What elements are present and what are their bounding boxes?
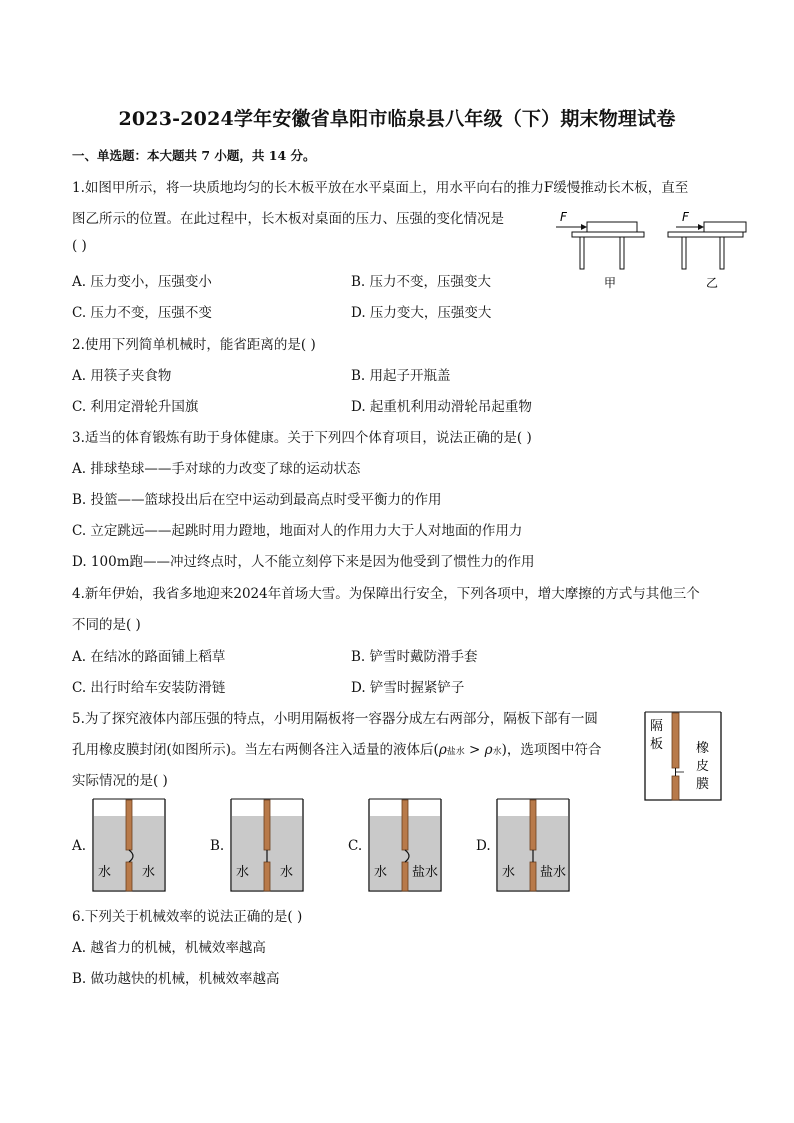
rho-symbol-2: ρ (484, 742, 493, 758)
q2-option-c[interactable]: C. 利用定滑轮升国旗 (72, 399, 199, 415)
subscript-salt-water: 盐水 (446, 747, 465, 757)
q5-option-c-label[interactable]: C. (348, 838, 363, 854)
q5-option-d-figure[interactable] (494, 796, 572, 894)
q1-figure-yi (668, 210, 746, 290)
q5-option-a-left-liquid: 水 (98, 865, 112, 880)
q2-stem: 2.使用下列简单机械时，能省距离的是( ) (72, 337, 316, 353)
q3-option-a[interactable]: A. 排球垫球——手对球的力改变了球的运动状态 (72, 461, 361, 477)
membrane-label-1: 橡 (696, 741, 710, 756)
q5-option-a-figure[interactable] (90, 796, 168, 894)
q2-option-b[interactable]: B. 用起子开瓶盖 (351, 368, 451, 384)
q4-option-a[interactable]: A. 在结冰的路面铺上稻草 (72, 649, 226, 665)
q5-option-a-label[interactable]: A. (72, 838, 87, 854)
page-title: 2023-2024学年安徽省阜阳市临泉县八年级（下）期末物理试卷 (118, 108, 676, 130)
greater-than-sign: > (464, 742, 485, 758)
q5-stem-line3: 实际情况的是( ) (72, 773, 168, 789)
q5-option-b-figure[interactable] (228, 796, 306, 894)
q5-stem-line1: 5.为了探究液体内部压强的特点，小明用隔板将一容器分成左右两部分，隔板下部有一圆 (72, 711, 598, 727)
q1-option-b[interactable]: B. 压力不变，压强变大 (351, 274, 492, 290)
q5-stem-line2 (72, 738, 601, 758)
q5-option-c-figure[interactable] (366, 796, 444, 894)
figure-label-yi: 乙 (706, 276, 719, 290)
q4-stem-line2: 不同的是( ) (72, 617, 141, 633)
q1-stem-line1: 1.如图甲所示，将一块质地均匀的长木板平放在水平桌面上，用水平向右的推力F缓慢推动长木板，直至 (72, 180, 689, 196)
q4-option-d[interactable]: D. 铲雪时握紧铲子 (351, 680, 465, 696)
membrane-label-3: 膜 (696, 777, 710, 792)
q5-stem-line2-part1: 孔用橡皮膜封闭(如图所示)。当左右两侧各注入适量的液体后( (72, 742, 439, 758)
q5-option-b-label[interactable]: B. (210, 838, 225, 854)
subscript-water: 水 (492, 747, 502, 757)
q3-stem: 3.适当的体育锻炼有助于身体健康。关于下列四个体育项目，说法正确的是( ) (72, 430, 532, 446)
q1-option-c[interactable]: C. 压力不变，压强不变 (72, 305, 212, 321)
q4-stem-line1: 4.新年伊始，我省多地迎来2024年首场大雪。为保障出行安全，下列各项中，增大摩擦的方式与其他三个 (72, 586, 700, 602)
q1-stem-line3: ( ) (72, 238, 87, 254)
rho-symbol: ρ (438, 742, 447, 758)
q3-option-c[interactable]: C. 立定跳远——起跳时用力蹬地，地面对人的作用力大于人对地面的作用力 (72, 523, 523, 539)
q5-option-c-right-liquid: 盐水 (412, 865, 439, 880)
q1-stem-line2: 图乙所示的位置。在此过程中，长木板对桌面的压力、压强的变化情况是 (72, 211, 504, 227)
q6-stem: 6.下列关于机械效率的说法正确的是( ) (72, 909, 303, 925)
q5-option-b-left-liquid: 水 (236, 865, 250, 880)
force-label-jia: F (560, 210, 567, 224)
partition-label-1: 隔 (650, 719, 664, 734)
q5-option-d-label[interactable]: D. (476, 838, 491, 854)
q3-option-b[interactable]: B. 投篮——篮球投出后在空中运动到最高点时受平衡力的作用 (72, 492, 442, 508)
q5-reference-figure (640, 708, 726, 804)
q3-option-d[interactable]: D. 100m跑——冲过终点时，人不能立刻停下来是因为他受到了惯性力的作用 (72, 554, 535, 570)
q4-option-c[interactable]: C. 出行时给车安装防滑链 (72, 680, 226, 696)
q1-option-a[interactable]: A. 压力变小，压强变小 (72, 274, 212, 290)
section-heading: 一、单选题：本大题共 7 小题，共 14 分。 (72, 148, 316, 163)
q5-option-a-right-liquid: 水 (142, 865, 156, 880)
q4-option-b[interactable]: B. 铲雪时戴防滑手套 (351, 649, 478, 665)
force-label-yi: F (682, 210, 689, 224)
q5-option-d-left-liquid: 水 (502, 865, 516, 880)
partition-label-2: 板 (650, 737, 664, 752)
q2-option-d[interactable]: D. 起重机利用动滑轮吊起重物 (351, 399, 532, 415)
q1-figure (548, 205, 758, 295)
q5-stem-line2-part2: )，选项图中符合 (501, 742, 602, 758)
q2-option-a[interactable]: A. 用筷子夹食物 (72, 368, 172, 384)
q6-option-b[interactable]: B. 做功越快的机械，机械效率越高 (72, 971, 280, 987)
figure-label-jia: 甲 (604, 276, 617, 290)
q5-option-b-right-liquid: 水 (280, 865, 294, 880)
q1-figure-jia (556, 210, 644, 290)
q1-option-d[interactable]: D. 压力变大，压强变大 (351, 305, 492, 321)
q5-option-d-right-liquid: 盐水 (540, 865, 567, 880)
q5-option-c-left-liquid: 水 (374, 865, 388, 880)
membrane-label-2: 皮 (696, 759, 710, 774)
q6-option-a[interactable]: A. 越省力的机械，机械效率越高 (72, 940, 266, 956)
